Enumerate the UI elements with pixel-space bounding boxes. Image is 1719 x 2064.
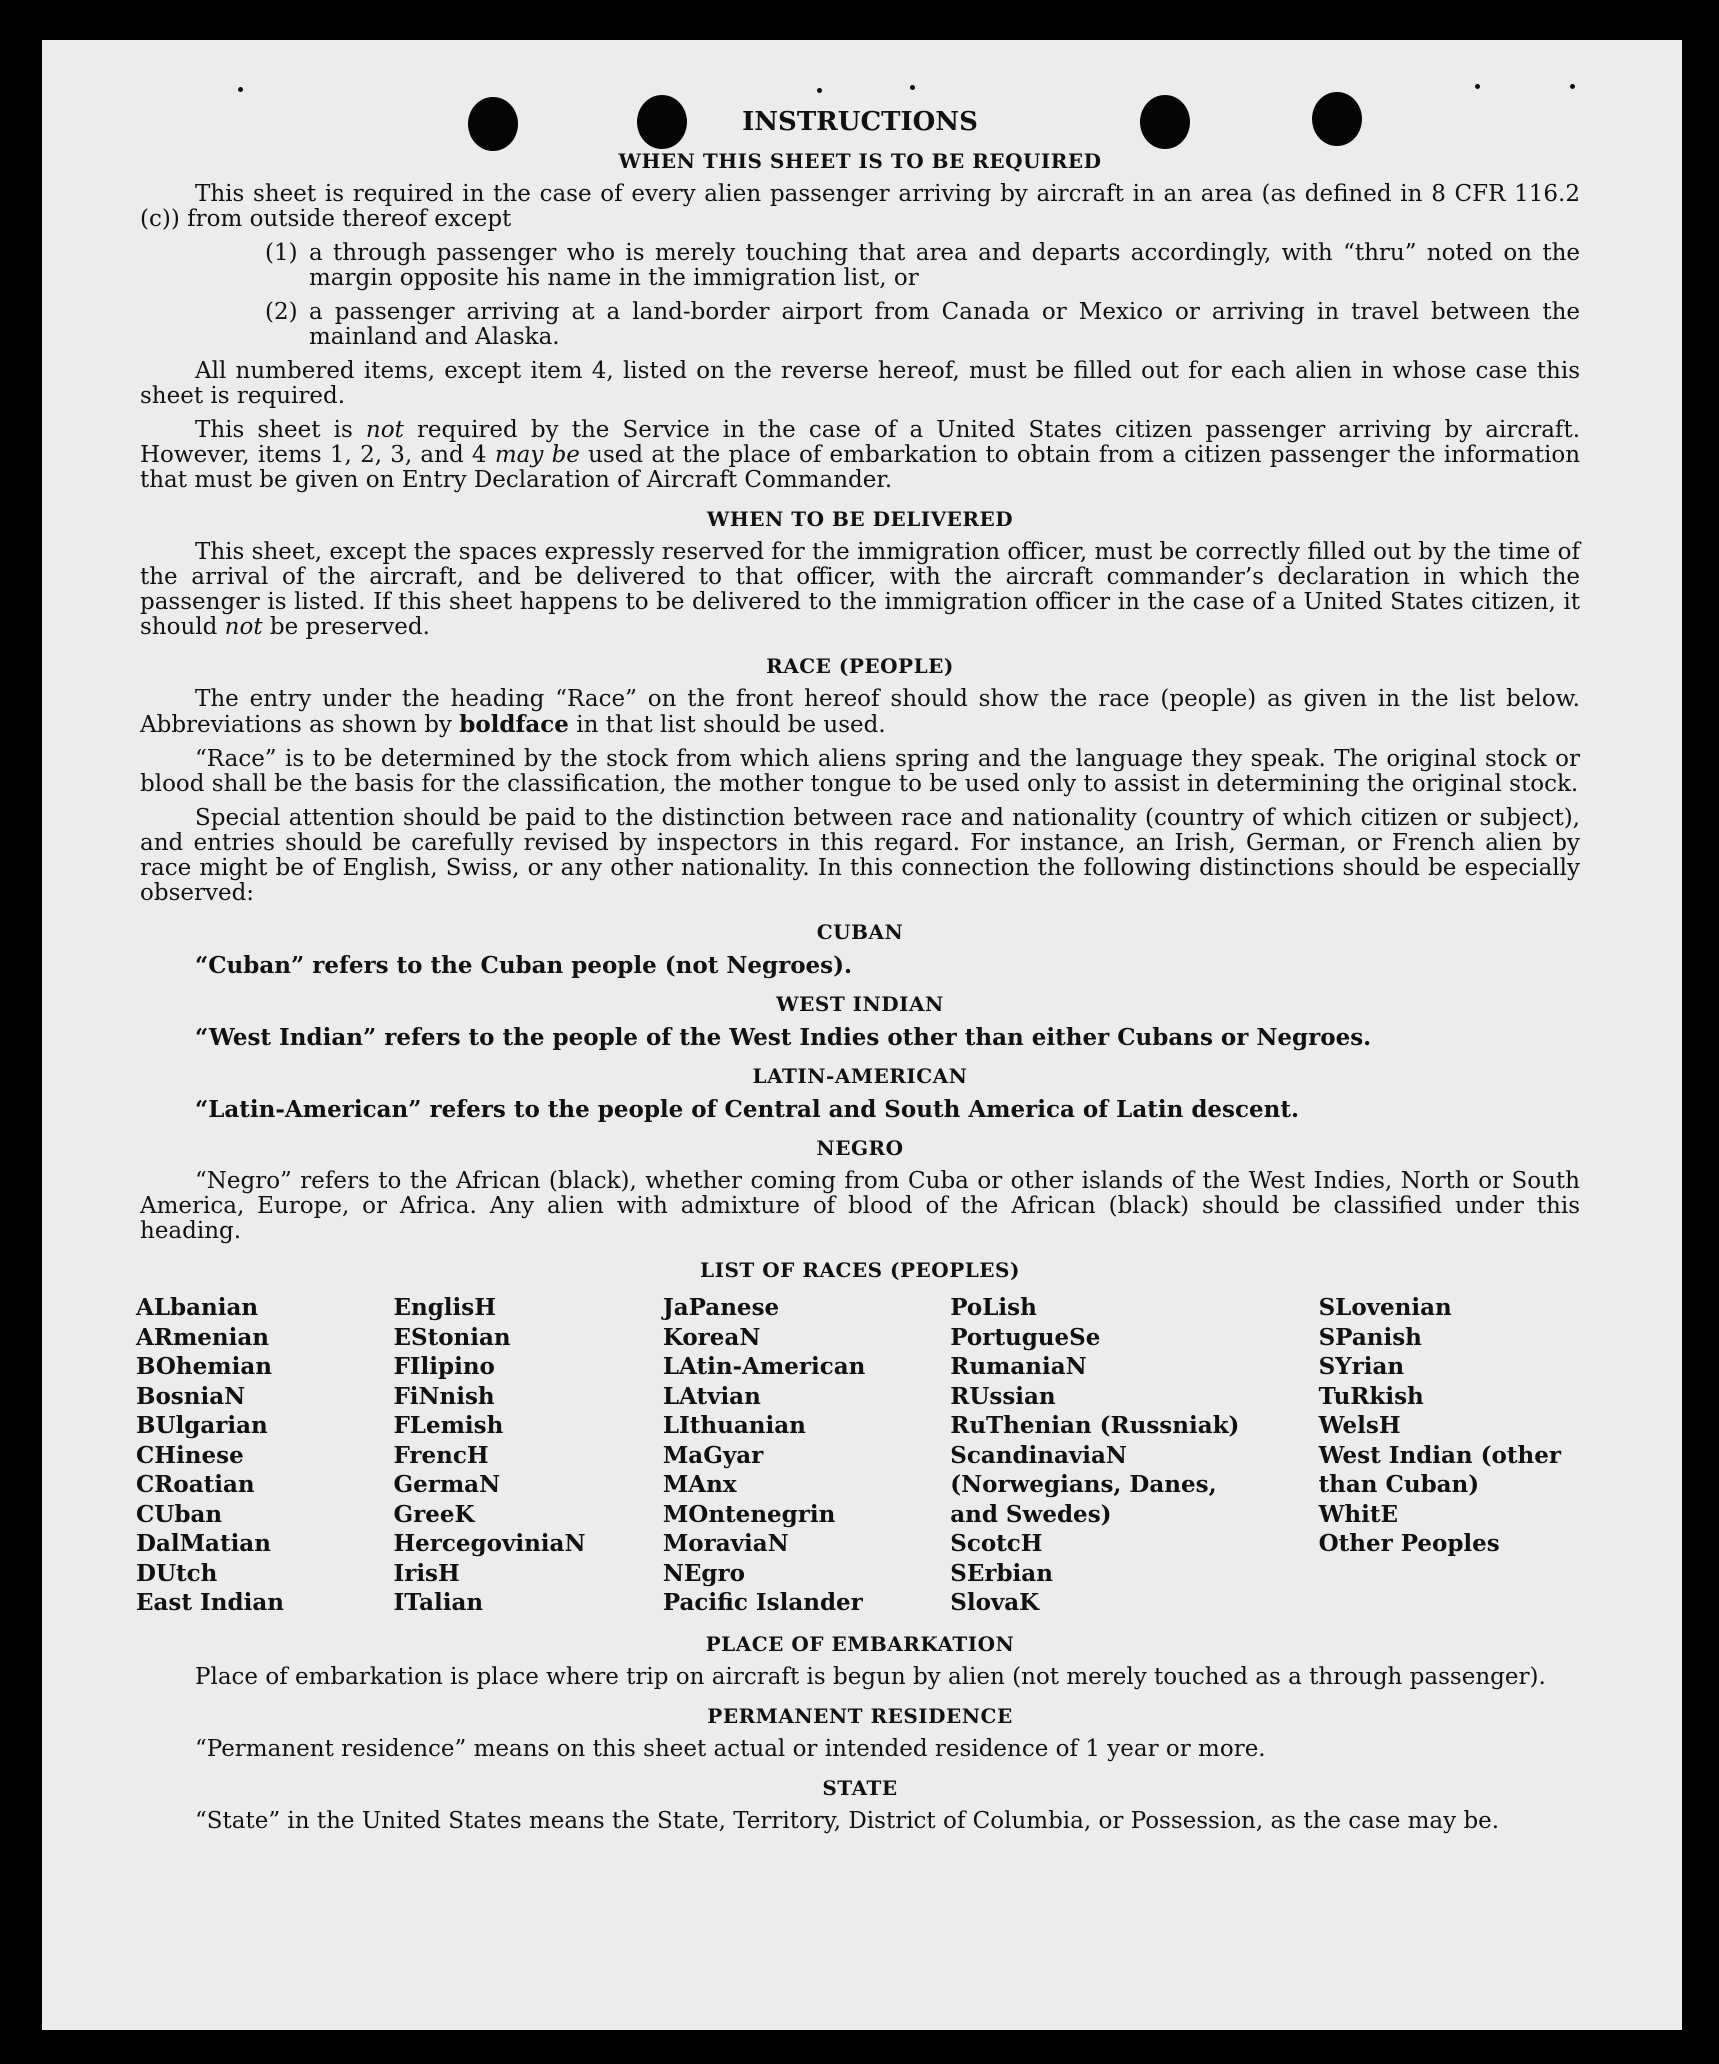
page-title: INSTRUCTIONS — [742, 107, 978, 137]
heading-when-required: WHEN THIS SHEET IS TO BE REQUIRED — [618, 149, 1102, 173]
delivered-paragraph — [140, 540, 1580, 640]
bold-run: boldface — [459, 711, 569, 738]
exception-item-2 — [140, 300, 1580, 350]
italic-run: may be — [494, 442, 580, 468]
race-entry: SlovaK — [950, 1589, 1040, 1616]
race-entry: FiNnish — [393, 1382, 495, 1410]
race-entry: FLemish — [393, 1412, 504, 1439]
race-entry: RuThenian (Russniak) — [950, 1412, 1240, 1439]
heading-residence: PERMANENT RESIDENCE — [707, 1703, 1013, 1728]
race-entry: LAtvian — [662, 1382, 761, 1410]
race-entry: IrisH — [393, 1559, 460, 1587]
race-entry: PoLish — [950, 1294, 1037, 1321]
race-entry: RUssian — [950, 1382, 1056, 1410]
race-entry: Other Peoples — [1318, 1530, 1500, 1557]
race-entry: LAtin-American — [662, 1353, 866, 1380]
race-entry: DalMatian — [136, 1530, 271, 1557]
state-paragraph: “State” in the United States means the State, Territory, District of Columbia, or Possession, as the case may be. — [195, 1807, 1500, 1834]
race-entry: CHinese — [136, 1441, 244, 1469]
speck — [1475, 84, 1480, 89]
race-entry: MaGyar — [662, 1441, 764, 1469]
italic-run: not — [365, 417, 404, 443]
text-run: required by the Service in the case of a United States citizen passenger arriving by aircraft. However, items 1, 2, 3, and 4 — [140, 417, 1580, 468]
race-entry: EnglisH — [393, 1294, 496, 1321]
races-column-1 — [136, 1293, 393, 1618]
race-entry: CRoatian — [136, 1471, 255, 1498]
text-run: in that list should be used. — [576, 712, 886, 738]
race-entry: BosniaN — [136, 1382, 246, 1410]
race-entry: Pacific Islander — [662, 1589, 863, 1616]
document-page — [42, 40, 1682, 2030]
heading-latin-american: LATIN-AMERICAN — [752, 1064, 968, 1088]
races-column-5 — [1319, 1293, 1580, 1618]
embarkation-paragraph: Place of embarkation is place where trip on aircraft is begun by alien (not merely touched as a through passenger). — [195, 1663, 1546, 1690]
race-entry: SErbian — [950, 1559, 1053, 1587]
exception-number: (1) — [265, 240, 298, 266]
speck — [1570, 84, 1575, 89]
text-run: be preserved. — [269, 614, 430, 640]
race-entry: LIthuanian — [662, 1412, 806, 1439]
residence-paragraph: “Permanent residence” means on this sheet actual or intended residence of 1 year or more. — [195, 1735, 1266, 1762]
west-indian-definition: “West Indian” refers to the people of the West Indies other than either Cubans or Negroes. — [195, 1024, 1372, 1051]
heading-negro: NEGRO — [816, 1136, 904, 1160]
race-entry: KoreaN — [662, 1323, 761, 1351]
negro-definition: “Negro” refers to the African (black), whether coming from Cuba or other islands of the West Indies, North or South America, Europe, or Africa. Any alien with admixture of blood of the African (black) should be classified under this heading. — [140, 1168, 1580, 1244]
race-entry: DUtch — [136, 1559, 218, 1587]
race-entry: RumaniaN — [950, 1353, 1087, 1380]
race-entry: BOhemian — [136, 1353, 272, 1380]
latin-american-definition: “Latin-American” refers to the people of Central and South America of Latin descent. — [195, 1096, 1299, 1123]
speck — [238, 87, 243, 92]
race-entry: TuRkish — [1318, 1382, 1424, 1410]
race-paragraph-2: “Race” is to be determined by the stock from which aliens spring and the language they speak. The original stock or blood shall be the basis for the classification, the mother tongue to be used only to assist in determining the original stock. — [140, 746, 1580, 797]
exception-text: a through passenger who is merely touching that area and departs accordingly, with “thru” noted on the margin opposite his name in the immigration list, or — [309, 240, 1580, 291]
race-entry: FIlipino — [393, 1353, 495, 1380]
race-entry: WelsH — [1318, 1412, 1401, 1439]
text-run: used at the place of embarkation to obtain from a citizen passenger the information that must be given on Entry Declaration of Aircraft Commander. — [140, 442, 1581, 493]
race-entry: West Indian (other than Cuban) — [1318, 1441, 1561, 1498]
race-entry: CUban — [136, 1500, 223, 1528]
race-entry: NEgro — [662, 1559, 745, 1587]
race-entry: ScotcH — [950, 1530, 1043, 1557]
heading-state: STATE — [822, 1775, 898, 1800]
race-entry: East Indian — [136, 1589, 284, 1616]
race-entry: MOntenegrin — [662, 1500, 836, 1528]
instructions-content — [136, 107, 1581, 1843]
cuban-definition: “Cuban” refers to the Cuban people (not Negroes). — [195, 952, 853, 979]
heading-race: RACE (PEOPLE) — [766, 654, 954, 678]
race-entry: GreeK — [393, 1500, 475, 1528]
race-entry: MAnx — [662, 1471, 737, 1498]
race-entry: ALbanian — [136, 1294, 259, 1321]
race-entry: SLovenian — [1318, 1294, 1452, 1321]
italic-run: not — [224, 614, 263, 640]
exception-item-1 — [140, 241, 1580, 291]
race-entry: SPanish — [1318, 1323, 1422, 1351]
race-entry: EStonian — [393, 1323, 511, 1351]
race-entry: FrencH — [393, 1441, 489, 1469]
exception-text: a passenger arriving at a land-border airport from Canada or Mexico or arriving in travel between the mainland and Alaska. — [309, 299, 1580, 350]
heading-when-delivered: WHEN TO BE DELIVERED — [706, 507, 1014, 531]
citizen-paragraph — [140, 418, 1580, 493]
race-paragraph-3: Special attention should be paid to the distinction between race and nationality (country of which citizen or subject), and entries should be carefully revised by inspectors in this regard. For instance, an Irish, German, or French alien by race might be of English, Swiss, or any other nationality. In this connection the following distinctions should be especially observed: — [140, 805, 1580, 906]
race-entry: ARmenian — [136, 1323, 270, 1351]
intro-paragraph: This sheet is required in the case of every alien passenger arriving by aircraft in an area (as defined in 8 CFR 116.2 (c)) from outside thereof except — [140, 181, 1580, 232]
heading-cuban: CUBAN — [816, 920, 904, 944]
races-column-2 — [393, 1293, 662, 1618]
items-paragraph: All numbered items, except item 4, listed on the reverse hereof, must be filled out for each alien in whose case this sheet is required. — [140, 358, 1580, 409]
race-entry: JaPanese — [662, 1294, 780, 1321]
text-run: The entry under the heading “Race” on the front hereof should show the race (people) as given in the list below. Abbreviations as shown by — [140, 686, 1580, 738]
race-entry: MoraviaN — [662, 1530, 789, 1557]
speck — [817, 88, 822, 93]
heading-west-indian: WEST INDIAN — [776, 992, 944, 1016]
race-entry: ITalian — [393, 1589, 484, 1616]
races-list — [136, 1293, 1580, 1618]
heading-list-of-races: LIST OF RACES (PEOPLES) — [700, 1258, 1020, 1282]
heading-embarkation: PLACE OF EMBARKATION — [705, 1631, 1015, 1656]
races-column-4 — [950, 1293, 1249, 1618]
race-entry: SYrian — [1318, 1353, 1405, 1380]
race-entry: ScandinaviaN (Norwegians, Danes, and Swedes) — [950, 1441, 1217, 1528]
race-entry: BUlgarian — [136, 1412, 268, 1439]
race-entry: WhitE — [1318, 1500, 1399, 1528]
speck — [910, 85, 915, 90]
exception-number: (2) — [265, 299, 298, 325]
text-run: This sheet, except the spaces expressly reserved for the immigration officer, must be correctly filled out by the time of the arrival of the aircraft, and be delivered to that officer, with the aircraft commander’s declaration in which the passenger is listed. If this sheet happens to be delivered to the immigration officer in the case of a United States citizen, it should — [140, 539, 1580, 640]
races-column-3 — [663, 1293, 950, 1618]
race-entry: PortugueSe — [950, 1323, 1101, 1351]
text-run: This sheet is — [195, 417, 353, 443]
race-entry: HercegoviniaN — [393, 1530, 586, 1557]
race-entry: GermaN — [393, 1471, 501, 1498]
race-paragraph-1 — [140, 687, 1580, 738]
